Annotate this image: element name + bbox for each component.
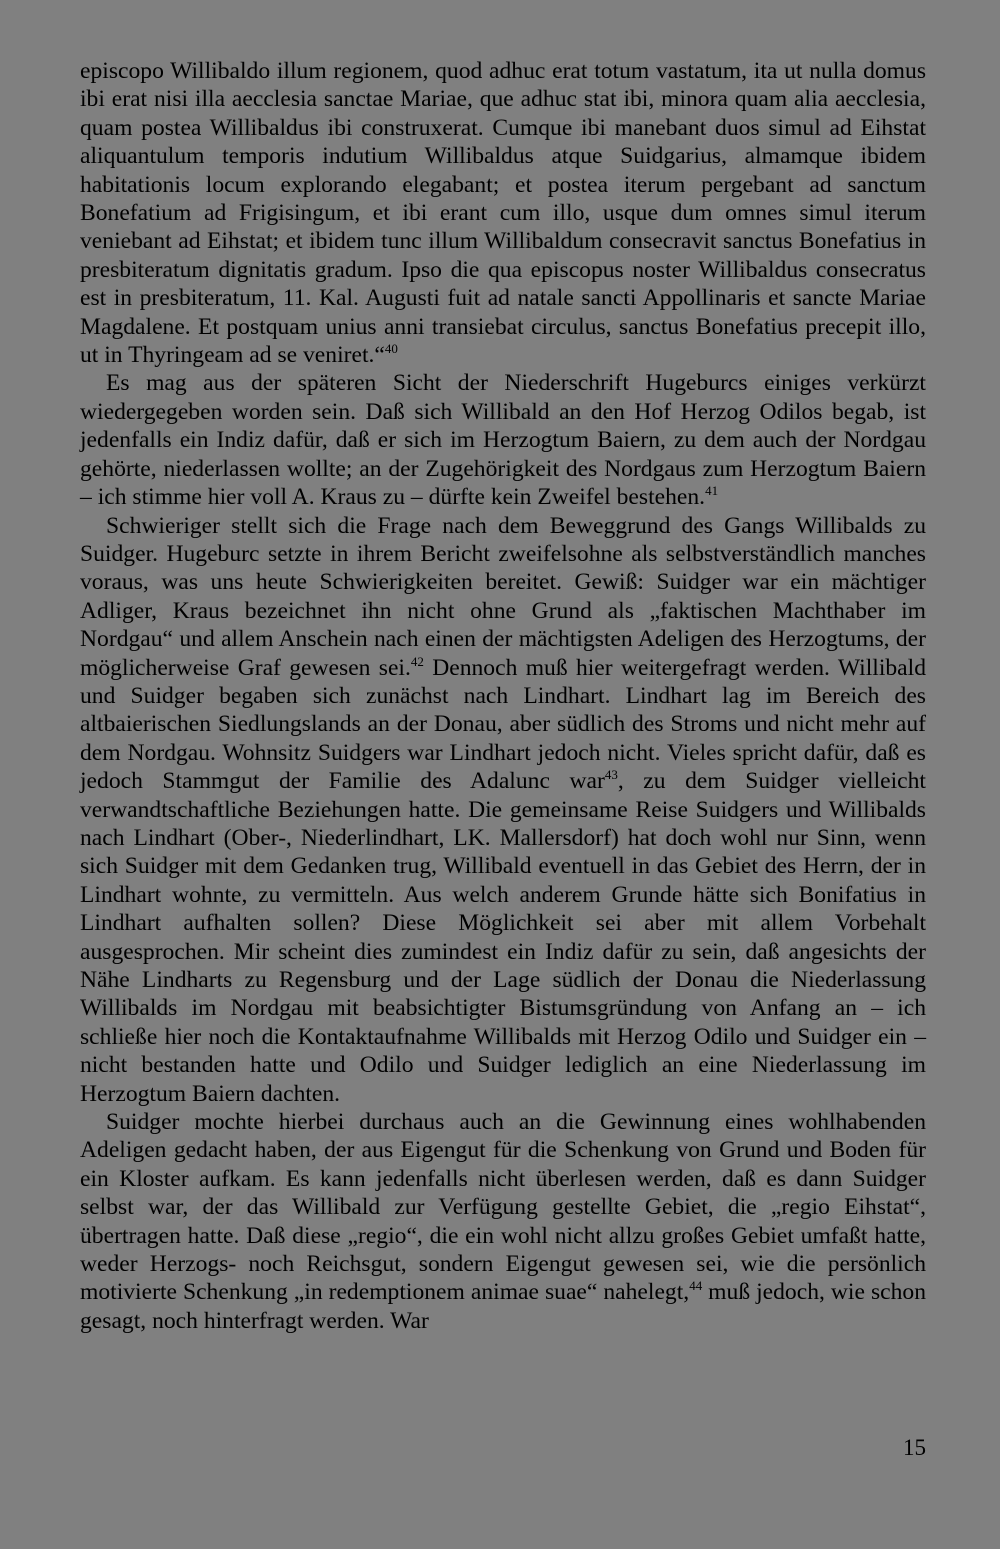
paragraph-text: Es mag aus der späteren Sicht der Niederschrift Hugeburcs einiges verkürzt wiedergegeben worden sein. Daß sich Willibald an den Hof Herzog Odilos begab, ist jedenfalls ein Indiz dafür, daß er sich im Herzogtum Baiern, zu dem auch der Nordgau gehörte, niederlassen wollte; an der Zugehörigkeit des Nordgaus zum Herzogtum Baiern – ich stimme hier voll A. Kraus zu – dürfte kein Zweifel bestehen. bbox=[80, 370, 926, 511]
footnote-marker: 43 bbox=[604, 767, 618, 783]
paragraph bbox=[80, 1108, 926, 1335]
paragraph bbox=[80, 369, 926, 511]
page-number: 15 bbox=[903, 1435, 926, 1460]
footnote-marker: 41 bbox=[705, 483, 719, 499]
paragraph-text: Suidger mochte hierbei durchaus auch an die Gewinnung eines wohlhabenden Adeligen gedacht haben, der aus Eigengut für die Schenkung von Grund und Boden für ein Kloster aufkam. Es kann jedenfalls nicht überlesen werden, daß es dann Suidger selbst war, der das Willibald zur Verfügung gestellte Gebiet, die „regio Eihstat“, übertragen hatte. Daß diese „regio“, die ein wohl nicht allzu großes Gebiet umfaßt hatte, weder Herzogs- noch Reichsgut, sondern Eigengut gewesen sei, wie die persönlich motivierte Schenkung „in redemptionem animae suae“ nahelegt, bbox=[80, 1109, 926, 1306]
document-body bbox=[80, 57, 926, 1335]
paragraph-text: episcopo Willibaldo illum regionem, quod adhuc erat totum vastatum, ita ut nulla domus ibi erat nisi illa aecclesia sanctae Mariae, que adhuc stat ibi, minora quam alia aecclesia, quam postea Willibaldus ibi construxerat. Cumque ibi manebant duos simul ad Eihstat aliquantulum temporis indutium Willibaldus atque Suidgarius, almamque ibidem habitationis locum explorando elegabant; et postea iterum pergebant ad sanctum Bonefatium ad Frigisingum, et ibi erant cum illo, usque dum omnes simul iterum veniebant ad Eihstat; et ibidem tunc illum Willibaldum consecravit sanctus Bonefatius in presbiteratum dignitatis gradum. Ipso die qua episcopus noster Willibaldus consecratus est in presbiteratum, 11. Kal. Augusti fuit ad natale sancti Appollinaris et sancte Mariae Magdalene. Et postquam unius anni transiebat circulus, sanctus Bonefatius precepit illo, ut in Thyringeam ad se veniret.“ bbox=[80, 58, 926, 369]
paragraph-text: muß jedoch, wie schon gesagt, noch hinterfragt werden. War bbox=[80, 1279, 926, 1334]
paragraph-text: , zu dem Suidger vielleicht verwandtschaftliche Beziehungen hatte. Die gemeinsame Reise Suidgers und Willibalds nach Lindhart (Ober-, Niederlindhart, LK. Mallersdorf) hat doch wohl nur Sinn, wenn sich Suidger mit dem Gedanken trug, Willibald eventuell in das Gebiet des Herrn, der in Lindhart wohnte, zu vermitteln. Aus welch anderem Grunde hätte sich Bonifatius in Lindhart aufhalten sollen? Diese Möglichkeit sei aber mit allem Vorbehalt ausgesprochen. Mir scheint dies zumindest ein Indiz dafür zu sein, daß angesichts der Nähe Lindharts zu Regensburg und der Lage südlich der Donau die Niederlassung Willibalds im Nordgau mit beabsichtigter Bistumsgründung von Anfang an – ich schließe hier noch die Kontaktaufnahme Willibalds mit Herzog Odilo und Suidger ein – nicht bestanden hatte und Odilo und Suidger lediglich an eine Niederlassung im Herzogtum Baiern dachten. bbox=[80, 768, 926, 1107]
paragraph-text: Dennoch muß hier weitergefragt werden. Willibald und Suidger begaben sich zunächst nach Lindhart. Lindhart lag im Bereich des altbaierischen Siedlungslands an der Donau, aber südlich des Stroms und nicht mehr auf dem Nordgau. Wohnsitz Suidgers war Lindhart jedoch nicht. Vieles spricht dafür, daß es jedoch Stammgut der Familie des Adalunc war bbox=[80, 654, 926, 795]
footnote-marker: 44 bbox=[689, 1278, 703, 1294]
paragraph-text: Schwieriger stellt sich die Frage nach dem Beweggrund des Gangs Willibalds zu Suidger. Hugeburc setzte in ihrem Bericht zweifelsohne als selbstverständlich manches voraus, was uns heute Schwierigkeiten bereitet. Gewiß: Suidger war ein mächtiger Adliger, Kraus bezeichnet ihn nicht ohne Grund als „faktischen Machthaber im Nordgau“ und allem Anschein nach einen der mächtigsten Adeligen des Herzogtums, der möglicherweise Graf gewesen sei. bbox=[80, 512, 926, 681]
footnote-marker: 42 bbox=[410, 653, 424, 669]
paragraph-latin-quotation bbox=[80, 57, 926, 369]
paragraph bbox=[80, 512, 926, 1109]
footnote-marker: 40 bbox=[384, 341, 398, 357]
